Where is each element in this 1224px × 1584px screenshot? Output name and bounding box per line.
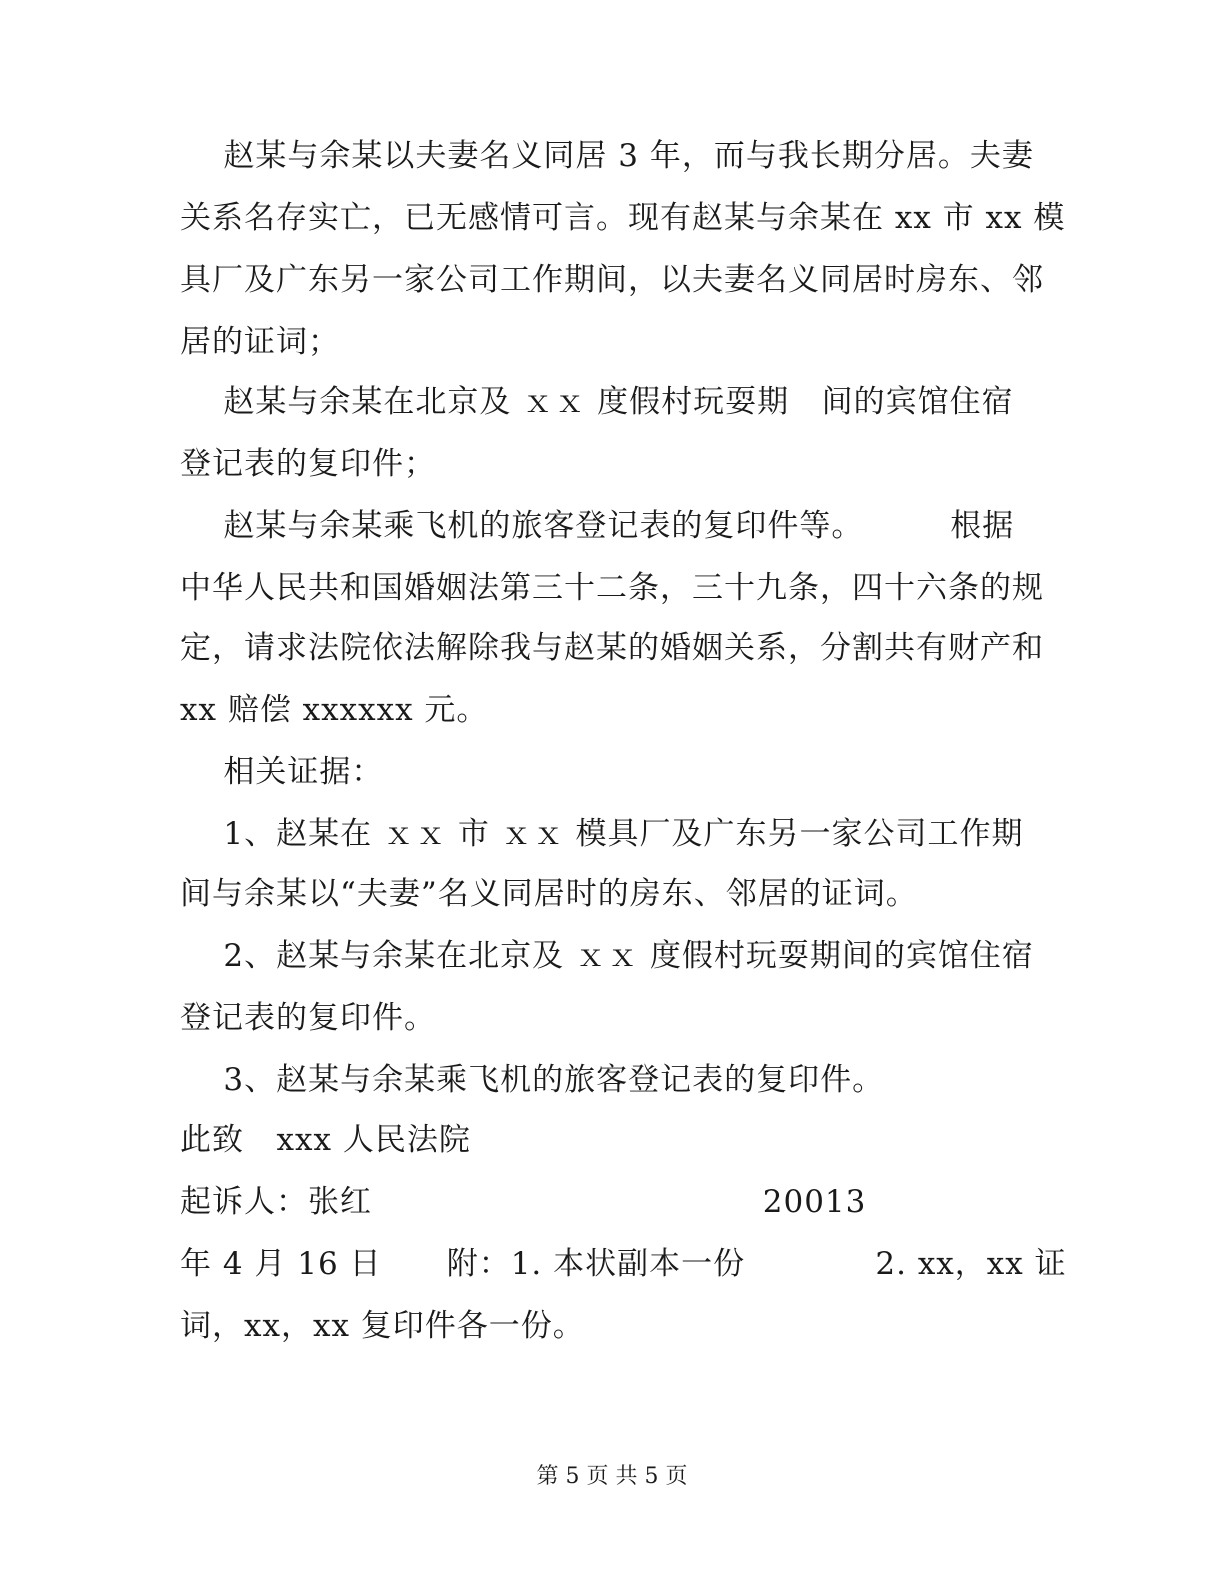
paragraph-line: 赵某与余某以夫妻名义同居 3 年，而与我长期分居。夫妻 <box>180 138 1034 174</box>
paragraph-line: xx 赔偿 xxxxxx 元。 <box>180 692 489 728</box>
paragraph-line: 具厂及广东另一家公司工作期间，以夫妻名义同居时房东、邻 <box>180 262 1044 298</box>
paragraph-line: 登记表的复印件； <box>180 446 436 482</box>
page-footer: 第 5 页 共 5 页 <box>536 1464 688 1489</box>
attachment-line: 词，xx，xx 复印件各一份。 <box>180 1308 585 1344</box>
addressee-line: 此致 xxx 人民法院 <box>180 1122 471 1158</box>
evidence-item: 间与余某以“夫妻”名义同居时的房东、邻居的证词。 <box>180 876 918 912</box>
paragraph-line: 赵某与余某在北京及 ｘｘ 度假村玩耍期 间的宾馆住宿 <box>180 384 1014 420</box>
evidence-heading: 相关证据： <box>180 754 384 790</box>
paragraph-line: 定，请求法院依法解除我与赵某的婚姻关系，分割共有财产和 <box>180 630 1044 666</box>
paragraph-line: 赵某与余某乘飞机的旅客登记表的复印件等。 根据 <box>180 508 1015 544</box>
date-attachment-line: 年 4 月 16 日 附：1. 本状副本一份 2. xx，xx 证 <box>180 1246 1067 1282</box>
paragraph-line: 居的证词； <box>180 324 340 360</box>
paragraph-line: 关系名存实亡，已无感情可言。现有赵某与余某在 xx 市 xx 模 <box>180 200 1066 236</box>
evidence-item: 2、赵某与余某在北京及 ｘｘ 度假村玩耍期间的宾馆住宿 <box>180 938 1034 974</box>
paragraph-line: 中华人民共和国婚姻法第三十二条，三十九条，四十六条的规 <box>180 570 1044 606</box>
evidence-item: 1、赵某在 ｘｘ 市 ｘｘ 模具厂及广东另一家公司工作期 <box>180 816 1024 852</box>
evidence-item: 登记表的复印件。 <box>180 1000 436 1036</box>
plaintiff-line: 起诉人：张红 20013 <box>180 1184 867 1220</box>
evidence-item: 3、赵某与余某乘飞机的旅客登记表的复印件。 <box>180 1062 885 1098</box>
